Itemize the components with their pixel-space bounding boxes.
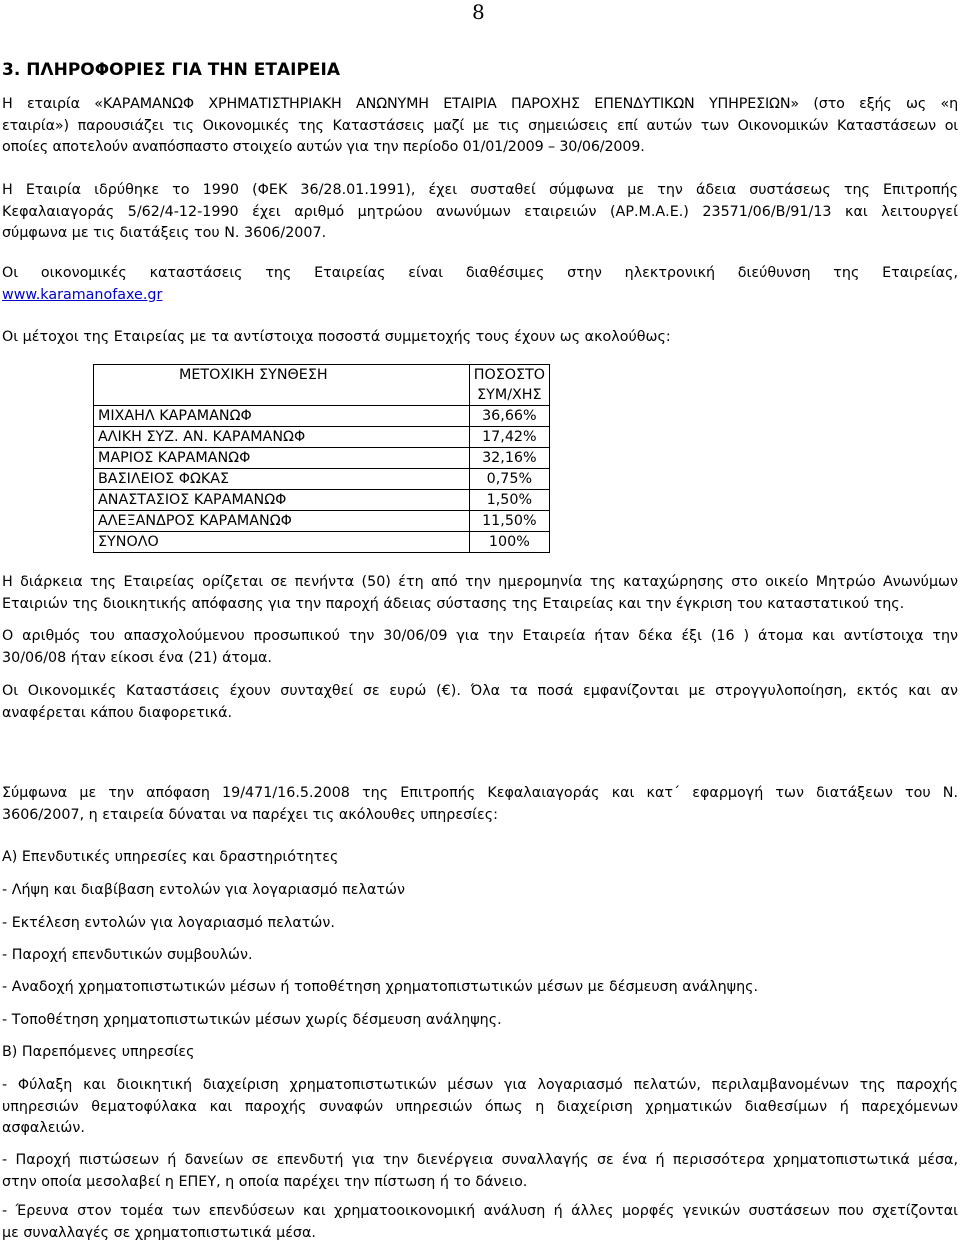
staff-line-2: 30/06/08 ήταν είκοσι ένα (21) άτομα. [2,649,272,666]
shareholders-intro: Οι μέτοχοι της Εταιρείας με τα αντίστοιχα ποσοστά συμμετοχής τους έχουν ως ακολούθως: [2,329,671,345]
section-b-item-credit: - Παροχή πιστώσεων ή δανείων σε επενδυτή για την διενέργεια συναλλαγής σε ένα ή περισσότερα χρηματοπιστωτικά μέσα, στην οποία μεσολαβεί η ΕΠΕΥ, η οποία παρέχει την πίστωση ή το δάνειο. [2,1152,958,1190]
shareholder-name: ΑΛΙΚΗ ΣΥΖ. ΑΝ. ΚΑΡΑΜΑΝΩΦ [94,427,470,448]
shareholder-name: ΒΑΣΙΛΕΙΟΣ ΦΩΚΑΣ [94,469,470,490]
header-percentage: ΠΟΣΟΣΤΟ ΣΥΜ/ΧΗΣ [469,365,549,406]
shareholder-percentage: 100% [469,532,549,553]
shareholder-name: ΜΑΡΙΟΣ ΚΑΡΑΜΑΝΩΦ [94,448,470,469]
section-b-item-custody: - Φύλαξη και διοικητική διαχείριση χρηματοπιστωτικών μέσων για λογαριασμό πελατών, περιλαμβανομένων της παροχής υπηρεσιών θεματοφύλακα και παροχής συναφών υπηρεσιών όπως η διαχείριση χρηματικών διαθεσίμων ή παρεχόμενων ασφαλειών. [2,1077,958,1136]
currency-paragraph [2,681,958,724]
table-row [94,490,550,511]
shareholder-percentage: 0,75% [469,469,549,490]
services-intro-paragraph [2,783,958,826]
availability-paragraph [2,263,958,306]
section-a-item: - Παροχή επενδυτικών συμβουλών. [2,947,253,963]
section-b-title: Β) Παρεπόμενες υπηρεσίες [2,1044,195,1060]
shareholder-percentage: 1,50% [469,490,549,511]
currency-line-2: αναφέρεται κάπου διαφορετικά. [2,704,233,721]
founding-line-2: Κεφαλαιαγοράς 5/62/4-12-1990 έχει αριθμό μητρώου ανωνύμων εταιρειών (ΑΡ.Μ.Α.Ε.) 23571/06/Β/91/13 και λειτουργεί [2,203,958,220]
table-row [94,469,550,490]
shareholder-percentage: 17,42% [469,427,549,448]
services-intro-line-1: Σύμφωνα με την απόφαση 19/471/16.5.2008 της Επιτροπής Κεφαλαιαγοράς και κατ΄ εφαρμογή των διατάξεων του Ν. [2,785,958,801]
staff-paragraph [2,626,958,669]
shareholder-name: ΑΛΕΞΑΝΔΡΟΣ ΚΑΡΑΜΑΝΩΦ [94,511,470,532]
table-row [94,532,550,553]
table-header-row [94,365,550,406]
shareholder-percentage: 11,50% [469,511,549,532]
table-row [94,427,550,448]
header-shareholding: ΜΕΤΟΧΙΚΗ ΣΥΝΘΕΣΗ [94,365,470,406]
shareholder-name: ΣΥΝΟΛΟ [94,532,470,553]
section-a-item: - Τοποθέτηση χρηματοπιστωτικών μέσων χωρίς δέσμευση ανάληψης. [2,1012,502,1028]
shareholder-name: ΑΝΑΣΤΑΣΙΟΣ ΚΑΡΑΜΑΝΩΦ [94,490,470,511]
services-intro-line-2: 3606/2007, η εταιρεία δύναται να παρέχει τις ακόλουθες υπηρεσίες: [2,806,498,823]
shareholders-table [93,364,550,553]
founding-paragraph [2,180,958,245]
section-a-item: - Εκτέλεση εντολών για λογαριασμό πελατών. [2,915,335,931]
shareholder-name: ΜΙΧΑΗΛ ΚΑΡΑΜΑΝΩΦ [94,406,470,427]
intro-line-1: Η εταιρία «ΚΑΡΑΜΑΝΩΦ ΧΡΗΜΑΤΙΣΤΗΡΙΑΚΗ ΑΝΩΝΥΜΗ ΕΤΑΙΡΙΑ ΠΑΡΟΧΗΣ ΕΠΕΝΔΥΤΙΚΩΝ ΥΠΗΡΕΣΙΩΝ» (στο εξής ως «η [2,96,958,112]
currency-line-1: Οι Οικονομικές Καταστάσεις έχουν συνταχθεί σε ευρώ (€). Όλα τα ποσά εμφανίζονται με στρογγυλοποίηση, εκτός και αν [2,683,958,699]
intro-paragraph [2,94,958,159]
availability-line-1: Οι οικονομικές καταστάσεις της Εταιρείας είναι διαθέσιμες στην ηλεκτρονική διεύθυνση της Εταιρείας, [2,265,958,281]
duration-paragraph [2,572,958,615]
section-b-item-research: - Έρευνα στον τομέα των επενδύσεων και χρηματοοικονομική ανάλυση ή άλλες μορφές γενικών συστάσεων που σχετίζονται με συναλλαγές σε χρηματοπιστωτικά μέσα. [2,1203,958,1241]
staff-line-1: Ο αριθμός του απασχολούμενου προσωπικού την 30/06/09 για την Εταιρεία ήταν δέκα έξι (16 ) άτομα και αντίστοιχα την [2,628,958,644]
section-a-item: - Λήψη και διαβίβαση εντολών για λογαριασμό πελατών [2,882,405,898]
page-number: 8 [472,0,485,24]
section-a-item: - Αναδοχή χρηματοπιστωτικών μέσων ή τοποθέτηση χρηματοπιστωτικών μέσων με δέσμευση ανάληψης. [2,979,759,995]
duration-line-1: Η διάρκεια της Εταιρείας ορίζεται σε πενήντα (50) έτη από την ημερομηνία της καταχώρησης στο οικείο Μητρώο Ανωνύμων [2,574,958,590]
table-row [94,448,550,469]
founding-line-1: Η Εταιρία ιδρύθηκε το 1990 (ΦΕΚ 36/28.01.1991), έχει συσταθεί σύμφωνα με την άδεια συστάσεως της Επιτροπής [2,182,958,198]
shareholder-percentage: 32,16% [469,448,549,469]
section-a-title: Α) Επενδυτικές υπηρεσίες και δραστηριότητες [2,849,339,865]
duration-line-2: Εταιριών της διοικητικής απόφασης για την παροχή άδειας σύστασης της Εταιρείας και την έγκριση του καταστατικού της. [2,595,905,612]
company-website-link[interactable]: www.karamanofaxe.gr [2,286,163,303]
table-row [94,406,550,427]
intro-line-3: οποίες αποτελούν αναπόσπαστο στοιχείο αυτών για την περίοδο 01/01/2009 – 30/06/2009. [2,139,645,155]
section-heading: 3. ΠΛΗΡΟΦΟΡΙΕΣ ΓΙΑ ΤΗΝ ΕΤΑΙΡΕΙΑ [2,60,341,80]
shareholder-percentage: 36,66% [469,406,549,427]
intro-line-2: εταιρία») παρουσιάζει τις Οικονομικές της Καταστάσεις μαζί με τις σημειώσεις επί αυτών των Οικονομικών Καταστάσεων οι [2,117,958,134]
table-row [94,511,550,532]
founding-line-3: σύμφωνα με τις διατάξεις του Ν. 3606/2007. [2,225,327,241]
